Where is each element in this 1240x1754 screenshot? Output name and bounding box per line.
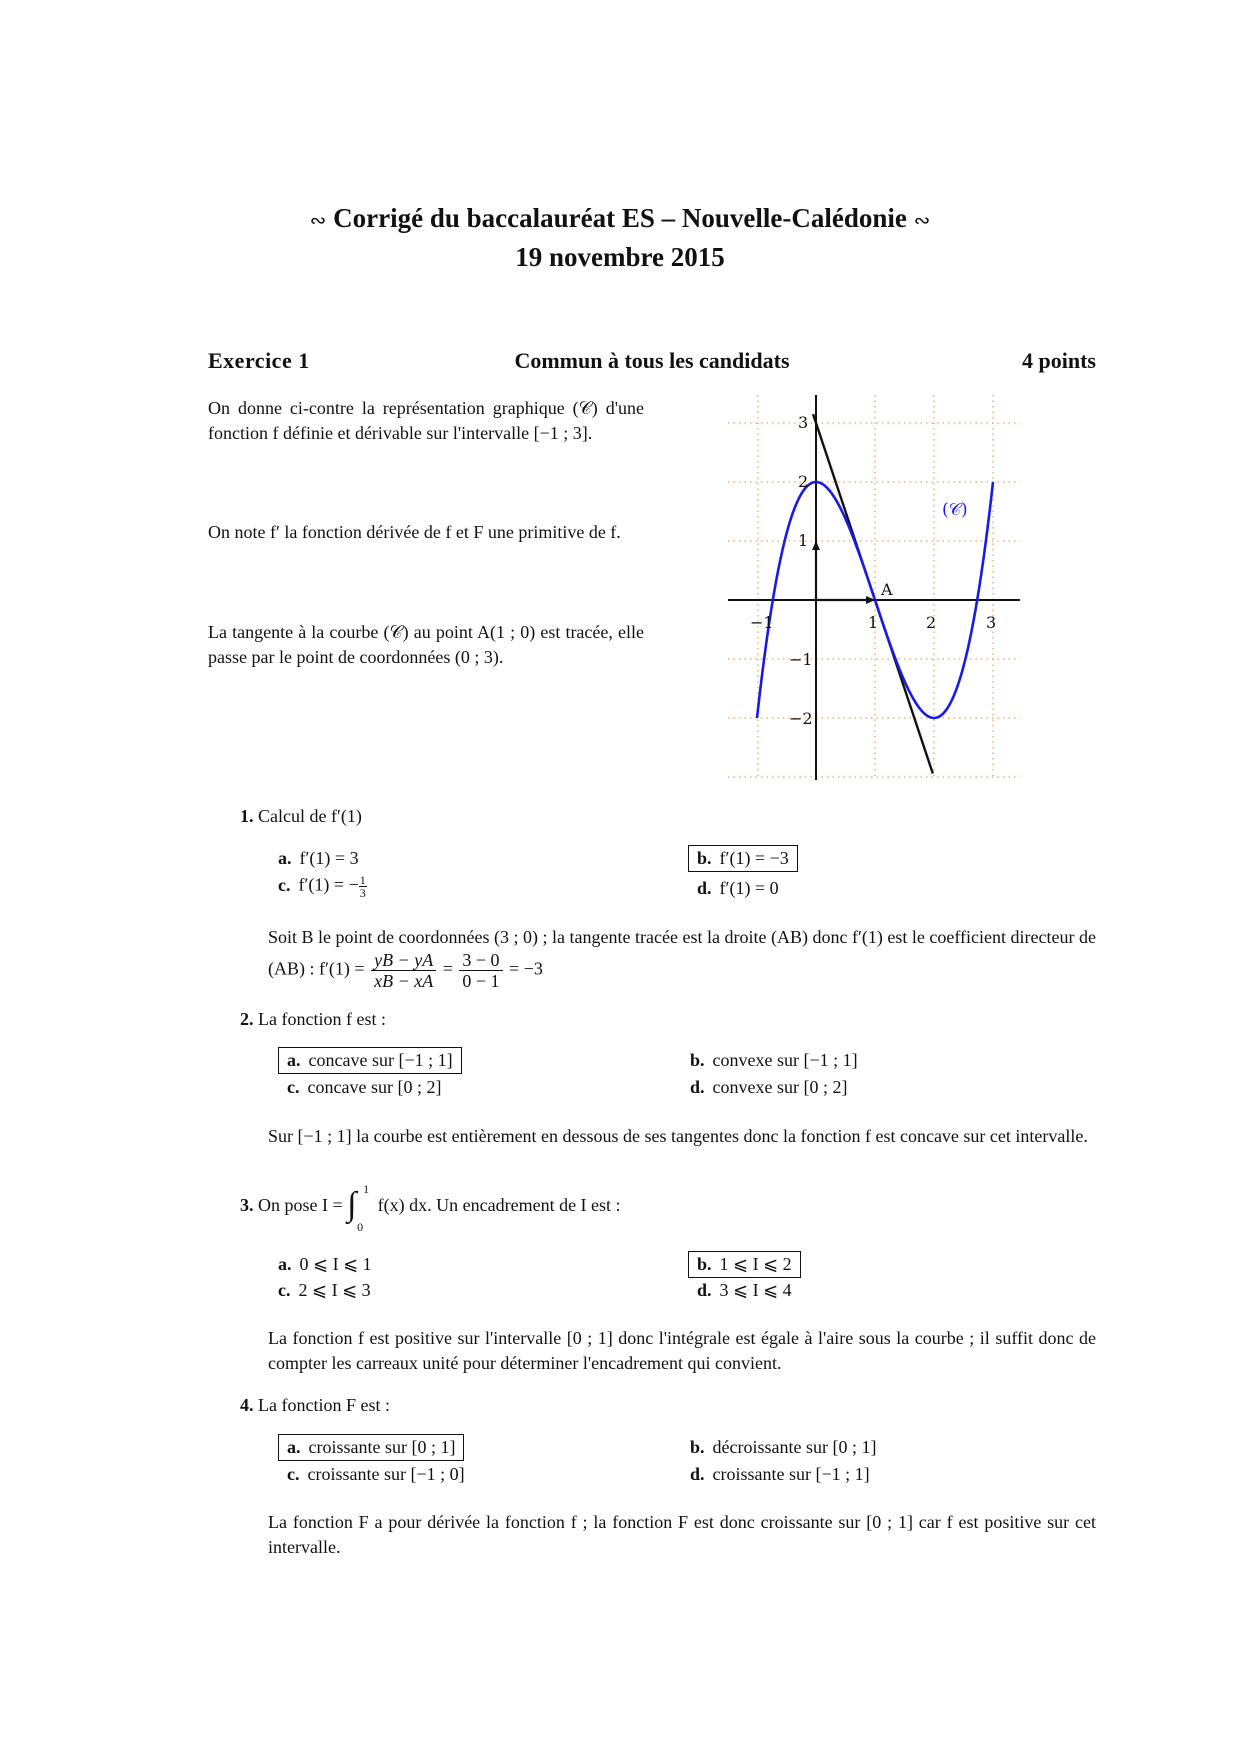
q1-choice-d[interactable] bbox=[697, 878, 779, 899]
q2-choice-d-letter: d. bbox=[690, 1077, 705, 1097]
ornament-right-icon: ∾ bbox=[913, 210, 931, 232]
q1-frac2-num: 3 − 0 bbox=[459, 950, 502, 971]
integral-sign-icon: ∫ 1 0 bbox=[347, 1182, 370, 1234]
q1-choice-d-letter: d. bbox=[697, 878, 712, 898]
exercise-header bbox=[208, 348, 1096, 378]
exercise-subject: Commun à tous les candidats bbox=[514, 348, 790, 373]
q4-choice-d-letter: d. bbox=[690, 1464, 705, 1484]
q4-choice-a-correct[interactable] bbox=[278, 1434, 464, 1461]
question-2-number: 2. bbox=[240, 1009, 254, 1029]
x-tick-minus1: −1 bbox=[750, 613, 774, 632]
q1-choice-a-text: f′(1) = 3 bbox=[299, 848, 359, 868]
ornament-left-icon: ∾ bbox=[309, 210, 327, 232]
integral-upper-bound: 1 bbox=[363, 1182, 370, 1196]
question-4 bbox=[240, 1395, 390, 1416]
curve-label: (𝒞) bbox=[942, 500, 968, 520]
q2-choice-d-text: convexe sur [0 ; 2] bbox=[712, 1077, 848, 1097]
question-3-number: 3. bbox=[240, 1195, 254, 1216]
exercise-points: 4 points bbox=[1022, 348, 1096, 373]
q4-choice-c[interactable] bbox=[287, 1464, 465, 1485]
q1-choice-b-correct[interactable] bbox=[688, 845, 798, 872]
q4-choice-c-text: croissante sur [−1 ; 0] bbox=[307, 1464, 465, 1484]
q2-choice-b-text: convexe sur [−1 ; 1] bbox=[712, 1050, 858, 1070]
q1-explanation-text: Soit B le point de coordonnées (3 ; 0) ; la tangente tracée est la droite (AB) donc f′(1) est le coefficient directeur de (AB) : f′(1) = bbox=[268, 927, 1096, 979]
q1-choice-c-fraction bbox=[359, 874, 367, 899]
y-tick-minus1: −1 bbox=[789, 650, 813, 669]
q3-explanation: La fonction f est positive sur l'intervalle [0 ; 1] donc l'intégrale est égale à l'aire sous la courbe ; il suffit donc de compter les carreaux unité pour déterminer l'encadrement qui convient. bbox=[268, 1328, 1096, 1373]
q1-choice-c-frac-den: 3 bbox=[359, 886, 366, 900]
function-graph bbox=[720, 395, 1040, 785]
q4-choice-b-text: décroissante sur [0 ; 1] bbox=[712, 1437, 877, 1457]
q4-choice-a-text: croissante sur [0 ; 1] bbox=[308, 1437, 456, 1457]
q3-choice-b-letter: b. bbox=[697, 1254, 712, 1274]
q1-choice-c-text: f′(1) = − bbox=[298, 874, 359, 895]
question-3-text-after: f(x) dx. Un encadrement de I est : bbox=[377, 1195, 621, 1216]
q2-choice-b-letter: b. bbox=[690, 1050, 705, 1070]
grid bbox=[728, 395, 1020, 780]
q1-equals: = bbox=[442, 958, 453, 979]
q3-choice-d-letter: d. bbox=[697, 1280, 712, 1300]
question-3 bbox=[240, 1182, 621, 1234]
q2-choice-b[interactable] bbox=[690, 1050, 858, 1071]
question-1 bbox=[240, 806, 362, 827]
q1-choice-a[interactable] bbox=[278, 848, 359, 869]
q1-choice-c-letter: c. bbox=[278, 874, 291, 895]
question-2-text: La fonction f est : bbox=[258, 1009, 386, 1029]
y-tick-1: 1 bbox=[798, 531, 809, 550]
q3-choice-c[interactable] bbox=[278, 1280, 371, 1301]
q3-choice-c-letter: c. bbox=[278, 1280, 291, 1300]
question-4-number: 4. bbox=[240, 1395, 254, 1415]
exercise-label: Exercice 1 bbox=[208, 348, 310, 373]
intro-paragraph-1: On donne ci-contre la représentation graphique (𝒞) d'une fonction f définie et dérivable sur l'intervalle [−1 ; 3]. bbox=[208, 398, 644, 443]
q1-fraction-2 bbox=[459, 950, 502, 991]
q3-choice-a-text: 0 ⩽ I ⩽ 1 bbox=[299, 1254, 372, 1274]
q4-explanation: La fonction F a pour dérivée la fonction f ; la fonction F est donc croissante sur [0 ; 1] car f est positive sur cet intervalle. bbox=[268, 1512, 1096, 1557]
q3-choice-d[interactable] bbox=[697, 1280, 792, 1301]
q1-frac1-num: yB − yA bbox=[371, 950, 436, 971]
q4-choice-b[interactable] bbox=[690, 1437, 876, 1458]
question-2 bbox=[240, 1009, 386, 1030]
y-tick-minus2: −2 bbox=[789, 709, 813, 728]
q2-choice-a-text: concave sur [−1 ; 1] bbox=[308, 1050, 453, 1070]
x-tick-1: 1 bbox=[868, 613, 879, 632]
q2-choice-c-text: concave sur [0 ; 2] bbox=[307, 1077, 442, 1097]
q1-choice-b-letter: b. bbox=[697, 848, 712, 868]
q2-choice-c-letter: c. bbox=[287, 1077, 300, 1097]
q4-choice-d[interactable] bbox=[690, 1464, 870, 1485]
q4-choice-c-letter: c. bbox=[287, 1464, 300, 1484]
y-tick-2: 2 bbox=[798, 472, 809, 491]
q3-choice-a[interactable] bbox=[278, 1254, 372, 1275]
integral-lower-bound: 0 bbox=[357, 1220, 364, 1234]
q1-result: = −3 bbox=[509, 958, 543, 979]
y-tick-3: 3 bbox=[798, 413, 809, 432]
q1-frac2-den: 0 − 1 bbox=[462, 971, 500, 991]
intro-paragraph-2: On note f′ la fonction dérivée de f et F une primitive de f. bbox=[208, 522, 621, 542]
q3-choice-b-correct[interactable] bbox=[688, 1251, 801, 1278]
intro-paragraph-3: La tangente à la courbe (𝒞) au point A(1 ; 0) est tracée, elle passe par le point de coordonnées (0 ; 3). bbox=[208, 622, 644, 667]
q1-choice-c[interactable] bbox=[278, 874, 367, 899]
question-3-text-before: On pose I = bbox=[258, 1195, 343, 1216]
title-text: Corrigé du baccalauréat ES – Nouvelle-Calédonie bbox=[333, 203, 907, 233]
q1-fraction-1 bbox=[371, 950, 436, 991]
x-tick-2: 2 bbox=[926, 613, 937, 632]
question-4-text: La fonction F est : bbox=[258, 1395, 390, 1415]
q1-choice-d-text: f′(1) = 0 bbox=[719, 878, 779, 898]
x-tick-3: 3 bbox=[986, 613, 997, 632]
question-1-number: 1. bbox=[240, 806, 254, 826]
q1-choice-a-letter: a. bbox=[278, 848, 292, 868]
q2-choice-c[interactable] bbox=[287, 1077, 441, 1098]
unit-vector-j-arrow-icon bbox=[812, 541, 820, 550]
q3-choice-c-text: 2 ⩽ I ⩽ 3 bbox=[298, 1280, 371, 1300]
q3-choice-d-text: 3 ⩽ I ⩽ 4 bbox=[719, 1280, 792, 1300]
question-1-text: Calcul de f′(1) bbox=[258, 806, 362, 826]
q1-choice-c-frac-num: 1 bbox=[359, 873, 366, 887]
q2-choice-d[interactable] bbox=[690, 1077, 847, 1098]
title-date: 19 novembre 2015 bbox=[515, 242, 725, 272]
q1-explanation bbox=[268, 925, 1096, 991]
q4-choice-d-text: croissante sur [−1 ; 1] bbox=[712, 1464, 870, 1484]
point-a-label: A bbox=[881, 580, 893, 599]
q2-choice-a-correct[interactable] bbox=[278, 1047, 462, 1074]
q1-choice-b-text: f′(1) = −3 bbox=[719, 848, 789, 868]
q4-choice-a-letter: a. bbox=[287, 1437, 301, 1457]
q2-explanation: Sur [−1 ; 1] la courbe est entièrement en dessous de ses tangentes donc la fonction f est concave sur cet intervalle. bbox=[268, 1126, 1088, 1146]
q4-choice-b-letter: b. bbox=[690, 1437, 705, 1457]
q1-frac1-den: xB − xA bbox=[374, 971, 434, 991]
title-line-1 bbox=[0, 200, 1240, 239]
q2-choice-a-letter: a. bbox=[287, 1050, 301, 1070]
q3-choice-b-text: 1 ⩽ I ⩽ 2 bbox=[719, 1254, 792, 1274]
q3-choice-a-letter: a. bbox=[278, 1254, 292, 1274]
document-title bbox=[0, 200, 1240, 275]
